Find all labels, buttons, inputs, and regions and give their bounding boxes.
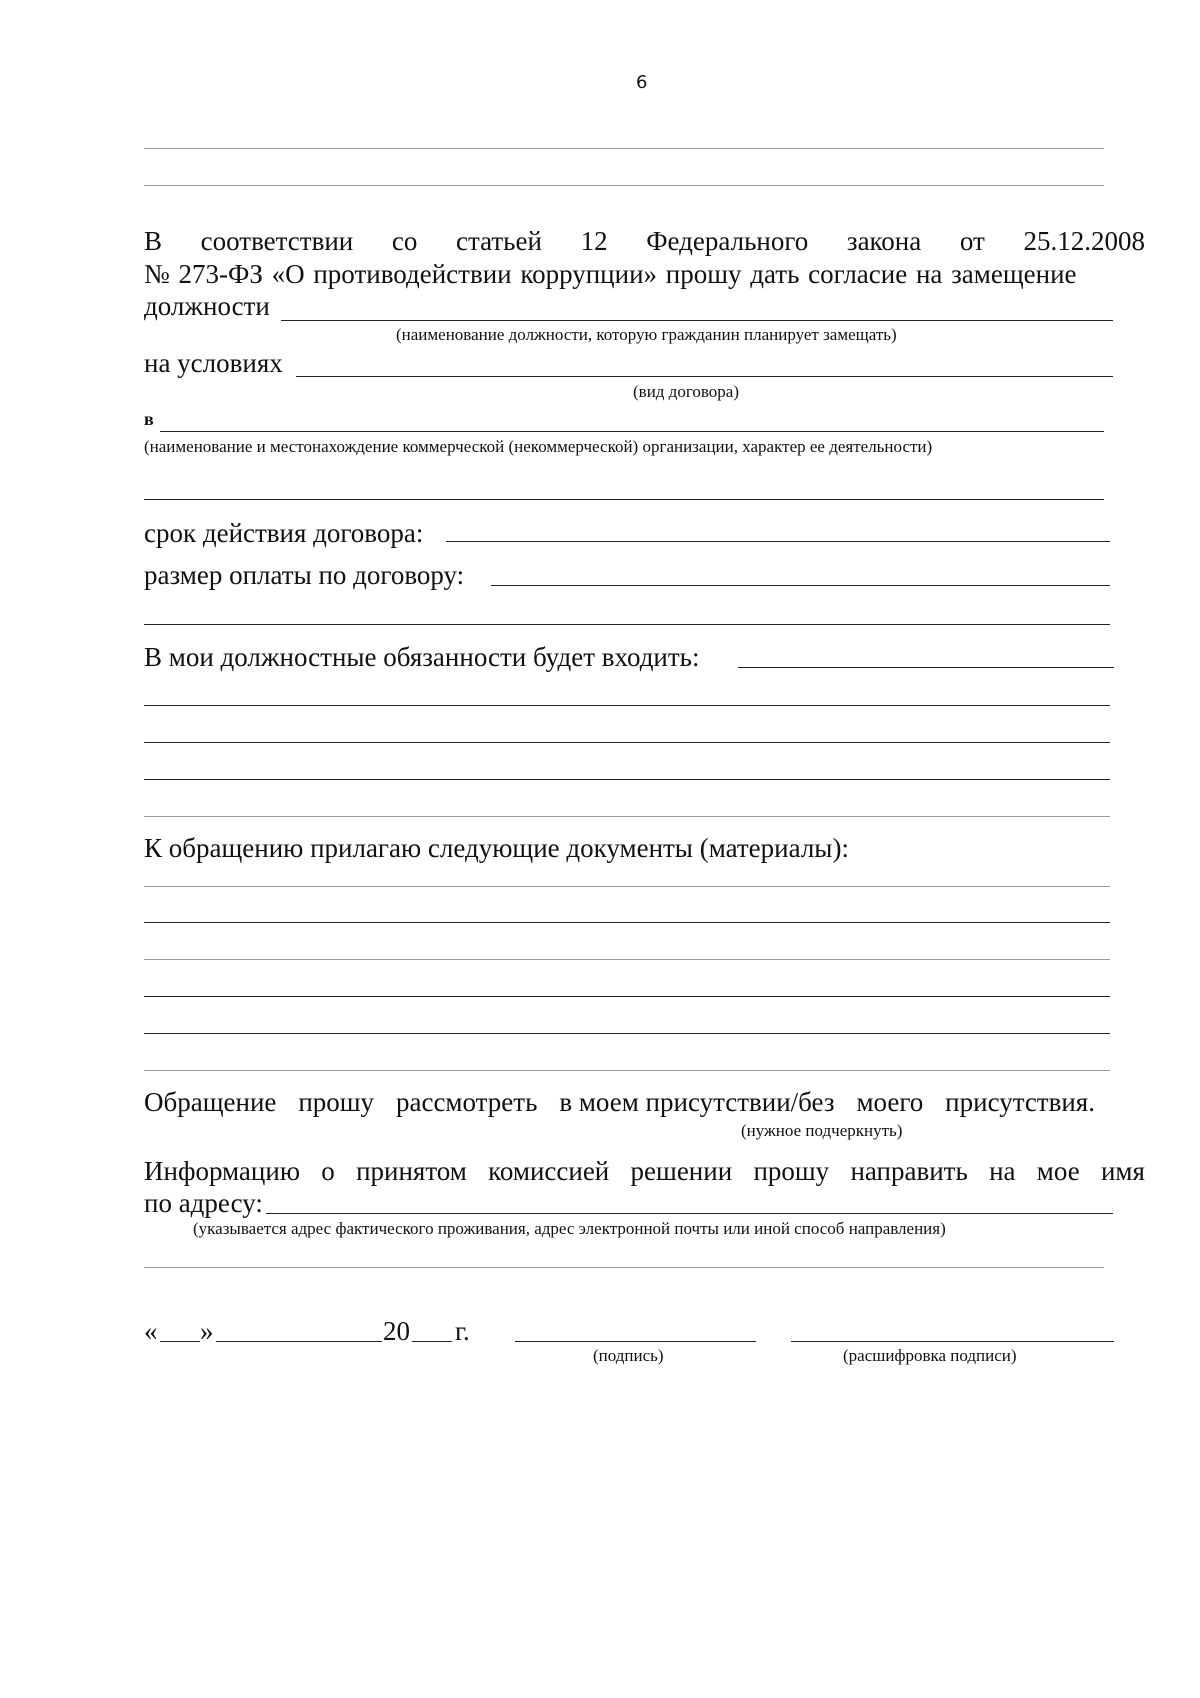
intro-line-1: [144, 228, 1145, 255]
conditions-label: на условиях: [144, 348, 283, 378]
attachments-line[interactable]: [144, 959, 1110, 960]
info-word: прошу: [753, 1156, 830, 1186]
payment-field[interactable]: [491, 585, 1110, 586]
payment-field-continuation[interactable]: [144, 624, 1110, 625]
duties-field[interactable]: [738, 667, 1114, 668]
term-field[interactable]: [446, 541, 1110, 542]
attachments-line[interactable]: [144, 1070, 1110, 1071]
intro-word: 12: [580, 226, 608, 256]
blank-line[interactable]: [144, 148, 1104, 149]
org-field[interactable]: [160, 431, 1104, 432]
attachments-line[interactable]: [144, 996, 1110, 997]
date-open-quote: «: [144, 1316, 158, 1346]
presence-word: прошу: [298, 1087, 375, 1117]
blank-line[interactable]: [144, 185, 1104, 186]
presence-word: рассмотреть: [395, 1087, 538, 1117]
intro-word: со: [391, 226, 418, 256]
presence-line: [144, 1089, 1095, 1116]
duties-line[interactable]: [144, 779, 1110, 780]
org-label: в: [144, 409, 154, 429]
info-word: решении: [630, 1156, 733, 1186]
presence-word: присутствия.: [945, 1087, 1095, 1117]
info-word: направить: [850, 1156, 968, 1186]
date-day-field[interactable]: [160, 1341, 200, 1342]
presence-word: моего: [856, 1087, 924, 1117]
signature-decoding-hint: (расшифровка подписи): [843, 1346, 1017, 1365]
date-close-quote: »: [200, 1316, 214, 1346]
attachments-line[interactable]: [144, 922, 1110, 923]
info-word: о: [321, 1156, 335, 1186]
info-word: комиссией: [488, 1156, 610, 1186]
conditions-field[interactable]: [296, 376, 1113, 377]
info-word: принятом: [356, 1156, 467, 1186]
date-month-field[interactable]: [216, 1341, 382, 1342]
payment-label: размер оплаты по договору:: [144, 560, 465, 590]
contract-type-hint: (вид договора): [633, 382, 740, 401]
info-word: мое: [1036, 1156, 1080, 1186]
attachments-label: К обращению прилагаю следующие документы (материалы):: [144, 833, 849, 863]
term-label: срок действия договора:: [144, 518, 424, 548]
intro-line-2: [144, 261, 1145, 288]
position-label: должности: [144, 291, 270, 321]
signature-hint: (подпись): [593, 1346, 664, 1365]
intro-word: Федерального: [646, 226, 809, 256]
address-label: по адресу:: [144, 1188, 263, 1218]
signature-decoding-field[interactable]: [791, 1341, 1114, 1342]
duties-line[interactable]: [144, 816, 1110, 817]
info-word: имя: [1100, 1156, 1145, 1186]
info-word: Информацию: [144, 1156, 300, 1186]
attachments-line[interactable]: [144, 886, 1110, 887]
intro-word: от: [959, 226, 985, 256]
intro-word: В: [144, 226, 163, 256]
org-field-continuation[interactable]: [144, 499, 1104, 500]
org-hint: (наименование и местонахождение коммерческой (некоммерческой) организации, характер ее деятельности): [144, 437, 933, 456]
intro-word: закона: [846, 226, 922, 256]
position-hint: (наименование должности, которую гражданин планирует замещать): [396, 325, 897, 344]
date-year-suffix: г.: [455, 1316, 470, 1346]
attachments-line[interactable]: [144, 1033, 1110, 1034]
presence-hint: (нужное подчеркнуть): [741, 1121, 903, 1140]
presence-word: в моем присутствии/без: [559, 1087, 835, 1117]
intro-word: 25.12.2008: [1023, 226, 1145, 256]
position-field[interactable]: [281, 320, 1113, 321]
date-year-prefix: 20: [383, 1316, 410, 1346]
intro-word: соответствии: [200, 226, 354, 256]
duties-line[interactable]: [144, 705, 1110, 706]
page-number: 6: [636, 72, 648, 93]
address-field[interactable]: [266, 1213, 1113, 1214]
info-line-1: [144, 1158, 1145, 1185]
duties-label: В мои должностные обязанности будет входить:: [144, 642, 700, 672]
presence-word: Обращение: [144, 1087, 277, 1117]
address-hint: (указывается адрес фактического проживания, адрес электронной почты или иной способ направления): [193, 1219, 946, 1238]
duties-line[interactable]: [144, 742, 1110, 743]
address-field-continuation[interactable]: [144, 1267, 1104, 1268]
intro-line-2-text: № 273-ФЗ «О противодействии коррупции» прошу дать согласие на замещение: [144, 259, 1077, 289]
info-word: на: [989, 1156, 1016, 1186]
date-year-field[interactable]: [412, 1341, 452, 1342]
intro-word: статьей: [455, 226, 542, 256]
signature-field[interactable]: [515, 1341, 756, 1342]
